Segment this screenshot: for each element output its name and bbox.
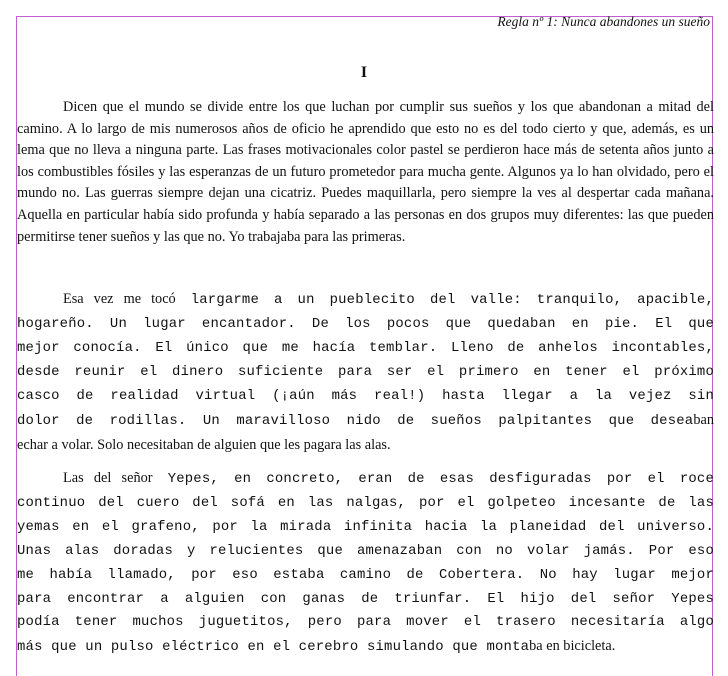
paragraph-3-line: continuo del cuero del sofá en las nalgas, por el golpeteo incesante de las: [17, 494, 714, 511]
paragraph-2-lead: Esa vez me tocó: [63, 291, 176, 307]
paragraph-3-line1: Yepes, en concreto, eran de esas desfiguradas por el roce: [152, 471, 714, 487]
paragraph-2-line: [17, 408, 714, 433]
paragraph-3-line: me había llamado, por eso estaba camino de Cobertera. No hay lugar mejor: [17, 566, 714, 583]
paragraph-2-line6-serif: ban: [693, 412, 714, 428]
paragraph-3-line: yemas en el grafeno, por la mirada infinita hacia la planeidad del universo.: [17, 518, 714, 535]
paragraph-3-line8-serif: ba en bicicleta.: [529, 638, 616, 655]
paragraph-2-line: mejor conocía. El único que me hacía temblar. Lleno de anhelos incontables,: [17, 340, 714, 356]
paragraph-2-line6-mono: dolor de rodillas. Un maravilloso nido de sueños palpitantes que desea: [17, 413, 694, 429]
paragraph-3: [17, 467, 714, 660]
paragraph-2-line1: largarme a un pueblecito del valle: tranquilo, apacible,: [175, 292, 714, 308]
paragraph-2-line: desde reunir el dinero suficiente para ser el primero en tener el próximo: [17, 364, 714, 380]
paragraph-3-line: Unas alas doradas y relucientes que amenazaban con no volar jamás. Por eso: [17, 542, 714, 559]
paragraph-3-line: para encontrar a alguien con ganas de triunfar. El hijo del señor Yepes: [17, 590, 714, 607]
paragraph-3-lead: Las del señor: [63, 470, 153, 486]
paragraph-3-line: podía tener muchos juguetitos, pero para mover el trasero necesitaría algo: [17, 614, 714, 631]
paragraph-2-line: echar a volar. Solo necesitaban de alguien que les pagara las alas.: [17, 437, 391, 453]
paragraph-2-line: hogareño. Un lugar encantador. De los pocos que quedaban en pie. El que: [17, 316, 714, 332]
paragraph-2: [17, 287, 714, 457]
chapter-number: I: [360, 64, 368, 81]
paragraph-2-line: casco de realidad virtual (¡aún más real!) hasta llegar a la vejez sin: [17, 388, 714, 404]
paragraph-3-line8-mono: más que un pulso eléctrico en el cerebro simulando que monta: [17, 639, 530, 656]
paragraph-2-line: [17, 287, 714, 312]
paragraph-3-line: [17, 467, 714, 492]
running-header: Regla nº 1: Nunca abandones un sueño: [497, 14, 710, 29]
paragraph-1: Dicen que el mundo se divide entre los que luchan por cumplir sus sueños y los que abandonan a mitad del camino. A lo largo de mis numerosos años de oficio he aprendido que esto no es del todo cierto y que, además, es un lema que no lleva a ninguna parte. Las frases motivacionales color pastel se perdieron hace más de setenta años junto a los combustibles fósiles y las esperanzas de un futuro prometedor para mucha gente. Algunos ya lo han olvidado, pero el mundo no. Las guerras siempre dejan una cicatriz. Puedes maquillarla, pero siempre la ves al despertar cada mañana. Aquella en particular había sido profunda y había separado a las personas en dos grupos muy diferentes: las que pueden permitirse tener sueños y las que no. Yo trabajaba para las primeras.: [17, 99, 714, 245]
paragraph-3-line: [17, 635, 714, 660]
